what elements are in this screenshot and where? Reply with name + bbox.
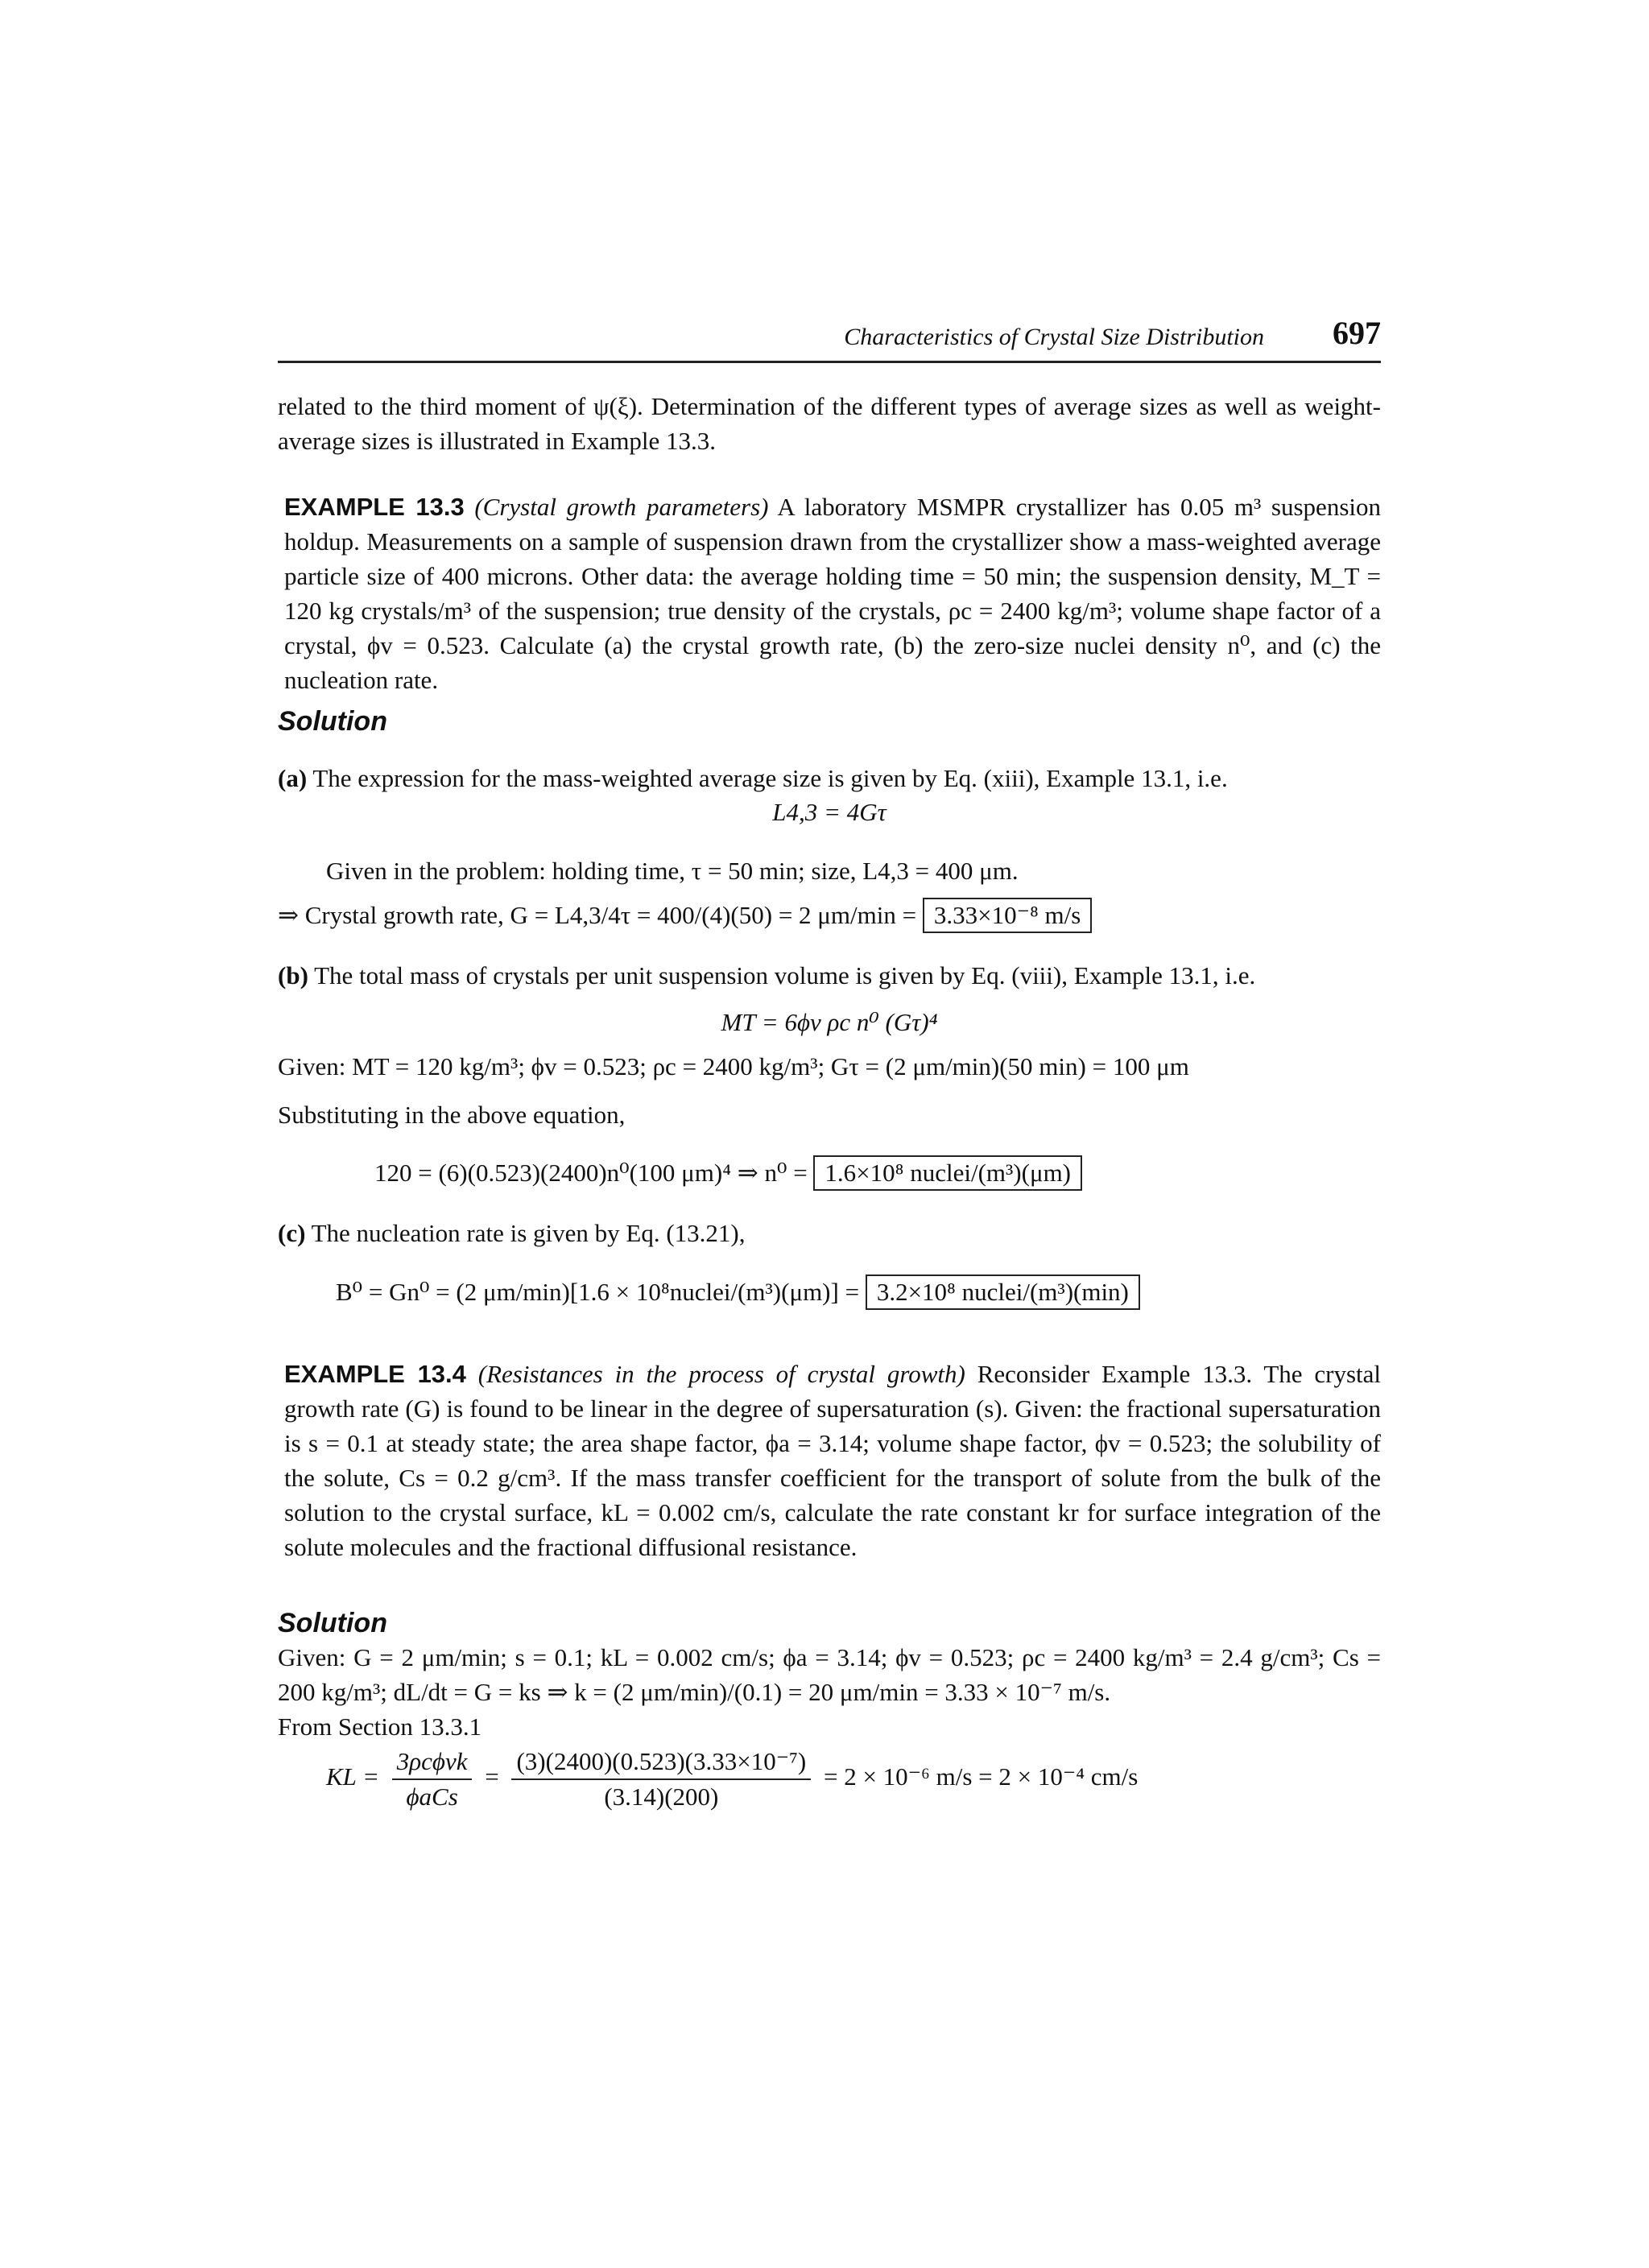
kl-result: = 2 × 10⁻⁶ m/s = 2 × 10⁻⁴ cm/s (823, 1762, 1139, 1791)
page-header (278, 314, 1381, 363)
part-a-text: The expression for the mass-weighted average size is given by Eq. (xiii), Example 13.1, i.e. (312, 764, 1228, 792)
kl-equation (326, 1745, 1138, 1814)
growth-rate-result: 3.33×10⁻⁸ m/s (923, 898, 1092, 933)
part-c-intro (278, 1216, 1381, 1250)
kl-frac2-numerator: (3)(2400)(0.523)(3.33×10⁻⁷) (511, 1745, 811, 1780)
part-b-intro (278, 958, 1381, 993)
example-label-2: EXAMPLE 13.4 (284, 1360, 466, 1388)
given-b: Given: MT = 120 kg/m³; ϕv = 0.523; ρc = 2400 kg/m³; Gτ = (2 μm/min)(50 min) = 100 μm (278, 1052, 1189, 1080)
nucleation-rate-line (336, 1274, 1140, 1310)
growth-rate-line (278, 898, 1092, 933)
nuclei-density-result: 1.6×10⁸ nuclei/(m³)(μm) (813, 1155, 1082, 1191)
kl-frac1-denominator: ϕaCs (406, 1783, 458, 1811)
kl-frac1-numerator: 3ρcϕvk (392, 1745, 473, 1780)
equation-mt (278, 1005, 1381, 1039)
part-a-intro (278, 761, 1381, 795)
page-number: 697 (1333, 315, 1381, 351)
example-label: EXAMPLE 13.3 (284, 493, 465, 521)
kl-fraction-1 (392, 1745, 473, 1814)
part-b-text: The total mass of crystals per unit suspension volume is given by Eq. (viii), Example 13.1, i.e. (314, 961, 1256, 989)
example-body: A laboratory MSMPR crystallizer has 0.05 m³ suspension holdup. Measurements on a sample of suspension drawn from the crystallizer show a mass-weighted average particle size of 400 microns. Other data: the average holding time = 50 min; the suspension density, M_T = 120 kg crystals/m³ of the suspension; true density of the crystals, ρc = 2400 kg/m³; volume shape factor of a crystal, ϕv = 0.523. Calculate (a) the crystal growth rate, (b) the zero-size nuclei density n⁰, and (c) the nucleation rate. (284, 493, 1381, 694)
kl-fraction-2 (511, 1745, 811, 1814)
equation-l43 (278, 795, 1381, 829)
running-title: Characteristics of Crystal Size Distribution (844, 324, 1264, 350)
substituting-text: Substituting in the above equation, (278, 1101, 626, 1129)
example-subtitle: (Crystal growth parameters) (474, 493, 769, 521)
nucleation-rate-eq: B⁰ = Gn⁰ = (2 μm/min)[1.6 × 10⁸nuclei/(m³)(μm)] = (336, 1278, 860, 1306)
intro-paragraph: related to the third moment of ψ(ξ). Determination of the different types of average sizes as well as weight-average sizes is illustrated in Example 13.3. (278, 392, 1381, 455)
example-subtitle-2: (Resistances in the process of crystal growth) (477, 1360, 965, 1388)
equation-l43-text: L4,3 = 4Gτ (772, 798, 886, 826)
solution-heading-2: Solution (278, 1608, 387, 1638)
part-c-label: (c) (278, 1219, 306, 1247)
part-c-text: The nucleation rate is given by Eq. (13.21), (311, 1219, 746, 1247)
growth-rate-text: ⇒ Crystal growth rate, G = L4,3/4τ = 400/(4)(50) = 2 μm/min = (278, 901, 917, 929)
part-a-label: (a) (278, 764, 308, 792)
example-13-3 (284, 490, 1381, 697)
example-body-2: Reconsider Example 13.3. The crystal growth rate (G) is found to be linear in the degree of supersaturation (s). Given: the fractional supersaturation is s = 0.1 at steady state; the area shape factor, ϕa = 3.14; volume shape factor, ϕv = 0.523; the solubility of the solute, Cs = 0.2 g/cm³. If the mass transfer coefficient for the transport of solute from the bulk of the solution to the crystal surface, kL = 0.002 cm/s, calculate the rate constant kr for surface integration of the solute molecules and the fractional diffusional resistance. (284, 1360, 1382, 1561)
kl-equals: = (485, 1762, 499, 1791)
nucleation-rate-result: 3.2×10⁸ nuclei/(m³)(min) (866, 1274, 1140, 1310)
nuclei-density-eq: 120 = (6)(0.523)(2400)n⁰(100 μm)⁴ ⇒ n⁰ = (374, 1159, 808, 1187)
from-section: From Section 13.3.1 (278, 1712, 482, 1741)
example-13-4 (284, 1357, 1381, 1564)
part-b-label: (b) (278, 961, 308, 989)
equation-mt-text: MT = 6ϕv ρc n⁰ (Gτ)⁴ (721, 1008, 938, 1036)
kl-frac2-denominator: (3.14)(200) (604, 1783, 719, 1811)
nuclei-density-line (374, 1155, 1082, 1191)
given-13-4: Given: G = 2 μm/min; s = 0.1; kL = 0.002 cm/s; ϕa = 3.14; ϕv = 0.523; ρc = 2400 kg/m³ = 2.4 g/cm³; Cs = 200 kg/m³; dL/dt = G = ks ⇒ k = (2 μm/min)/(0.1) = 20 μm/min = 3.33 × 10⁻⁷ m/s. (278, 1643, 1381, 1706)
kl-lhs: KL = (326, 1762, 380, 1791)
solution-heading: Solution (278, 706, 387, 737)
given-a: Given in the problem: holding time, τ = 50 min; size, L4,3 = 400 μm. (326, 857, 1019, 885)
